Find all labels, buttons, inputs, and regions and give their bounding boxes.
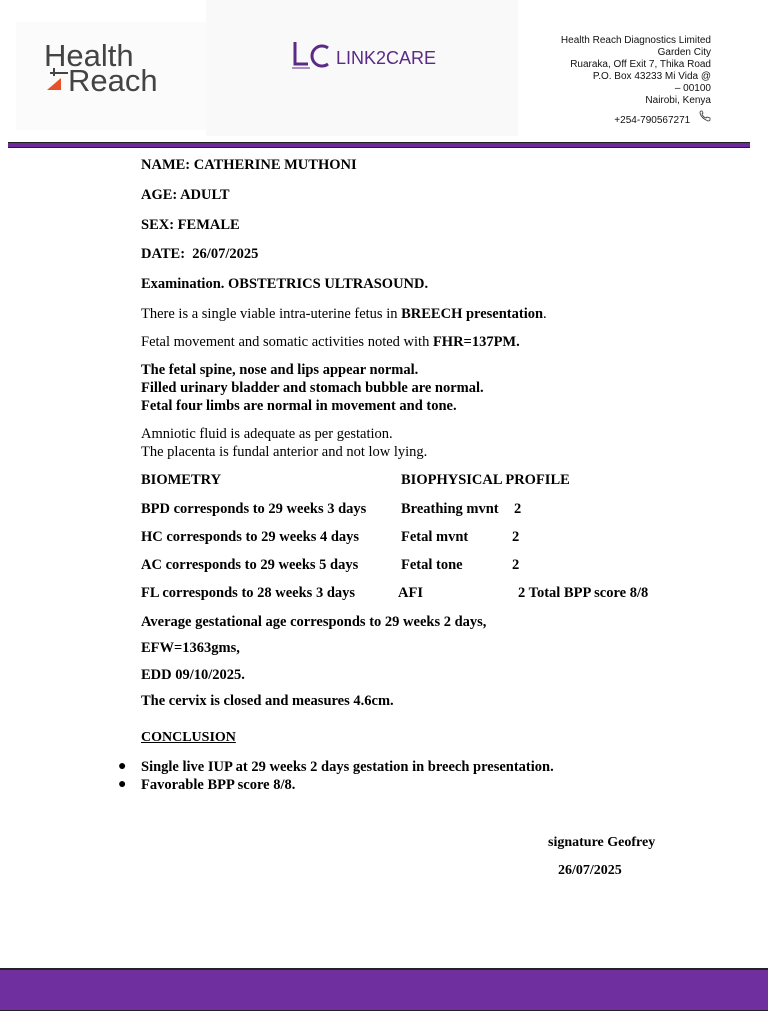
- svg-text:Health: Health: [44, 40, 134, 73]
- finding-bold-line: The fetal spine, nose and lips appear normal.: [141, 362, 419, 378]
- bpp-label: Fetal tone: [401, 557, 463, 573]
- finding-plain-line: Amniotic fluid is adequate as per gestation.: [141, 426, 393, 442]
- address-line: Garden City: [657, 47, 711, 58]
- conclusion-item: Single live IUP at 29 weeks 2 days gestation in breech presentation.: [141, 759, 554, 775]
- finding-fhr: [141, 334, 520, 351]
- phone-line: [491, 110, 711, 127]
- finding-text: There is a single viable intra-uterine fetus in: [141, 306, 402, 322]
- bullet-icon: ●: [118, 777, 127, 792]
- address-line: Health Reach Diagnostics Limited: [560, 35, 711, 46]
- signature-label: signature Geofrey: [548, 835, 656, 850]
- finding-bold-line: Fetal four limbs are normal in movement and tone.: [141, 398, 457, 414]
- finding-bold: FHR=137PM.: [432, 334, 520, 350]
- bpp-score: 2 Total BPP score 8/8: [518, 585, 649, 601]
- conclusion-item: Favorable BPP score 8/8.: [141, 777, 296, 793]
- bpp-label: AFI: [398, 585, 423, 601]
- phone-icon: [699, 110, 711, 126]
- examination-title: Examination. OBSTETRICS ULTRASOUND.: [141, 276, 429, 292]
- patient-name: NAME: CATHERINE MUTHONI: [141, 157, 357, 173]
- health-reach-logo: [44, 40, 179, 101]
- header-divider: [8, 142, 750, 148]
- bpp-label: Fetal mvnt: [401, 529, 469, 545]
- finding-bold: BREECH presentation: [401, 306, 544, 322]
- finding-bold-line: Filled urinary bladder and stomach bubble are normal.: [141, 380, 484, 396]
- summary-line: EFW=1363gms,: [141, 640, 240, 656]
- biometry-heading: BIOMETRY: [141, 472, 222, 488]
- bullet-icon: ●: [118, 759, 127, 774]
- address-line: P.O. Box 43233 Mi Vida @: [592, 71, 711, 82]
- phone-number: +254-790567271: [614, 115, 691, 126]
- conclusion-heading: CONCLUSION: [141, 730, 236, 745]
- link2care-logo: [290, 38, 440, 77]
- svg-text:Reach: Reach: [68, 63, 158, 96]
- finding-suffix: .: [543, 306, 547, 322]
- bpp-heading: BIOPHYSICAL PROFILE: [401, 472, 570, 488]
- bpp-label: Breathing mvnt: [401, 501, 499, 517]
- address-line: Nairobi, Kenya: [645, 95, 711, 106]
- bpp-score: 2: [512, 557, 520, 573]
- bpp-score: 2: [514, 501, 522, 517]
- patient-age: AGE: ADULT: [141, 187, 230, 203]
- patient-sex: SEX: FEMALE: [141, 217, 240, 233]
- signature-date: 26/07/2025: [558, 863, 622, 878]
- clinic-address: [491, 35, 711, 127]
- summary-line: EDD 09/10/2025.: [141, 667, 245, 683]
- biometry-row: BPD corresponds to 29 weeks 3 days: [141, 501, 367, 517]
- svg-text:LINK2CARE: LINK2CARE: [336, 48, 437, 68]
- summary-line: The cervix is closed and measures 4.6cm.: [141, 693, 394, 709]
- bpp-score: 2: [512, 529, 520, 545]
- address-line: Ruaraka, Off Exit 7, Thika Road: [570, 59, 711, 70]
- finding-presentation: [141, 306, 547, 323]
- biometry-row: FL corresponds to 28 weeks 3 days: [141, 585, 356, 601]
- finding-text: Fetal movement and somatic activities noted with: [141, 334, 433, 350]
- biometry-row: AC corresponds to 29 weeks 5 days: [141, 557, 359, 573]
- finding-plain-line: The placenta is fundal anterior and not low lying.: [141, 444, 428, 460]
- footer-bar: [0, 968, 768, 1011]
- address-line: – 00100: [674, 83, 711, 94]
- exam-date: DATE: 26/07/2025: [141, 246, 259, 262]
- summary-line: Average gestational age corresponds to 29 weeks 2 days,: [141, 614, 487, 630]
- biometry-row: HC corresponds to 29 weeks 4 days: [141, 529, 360, 545]
